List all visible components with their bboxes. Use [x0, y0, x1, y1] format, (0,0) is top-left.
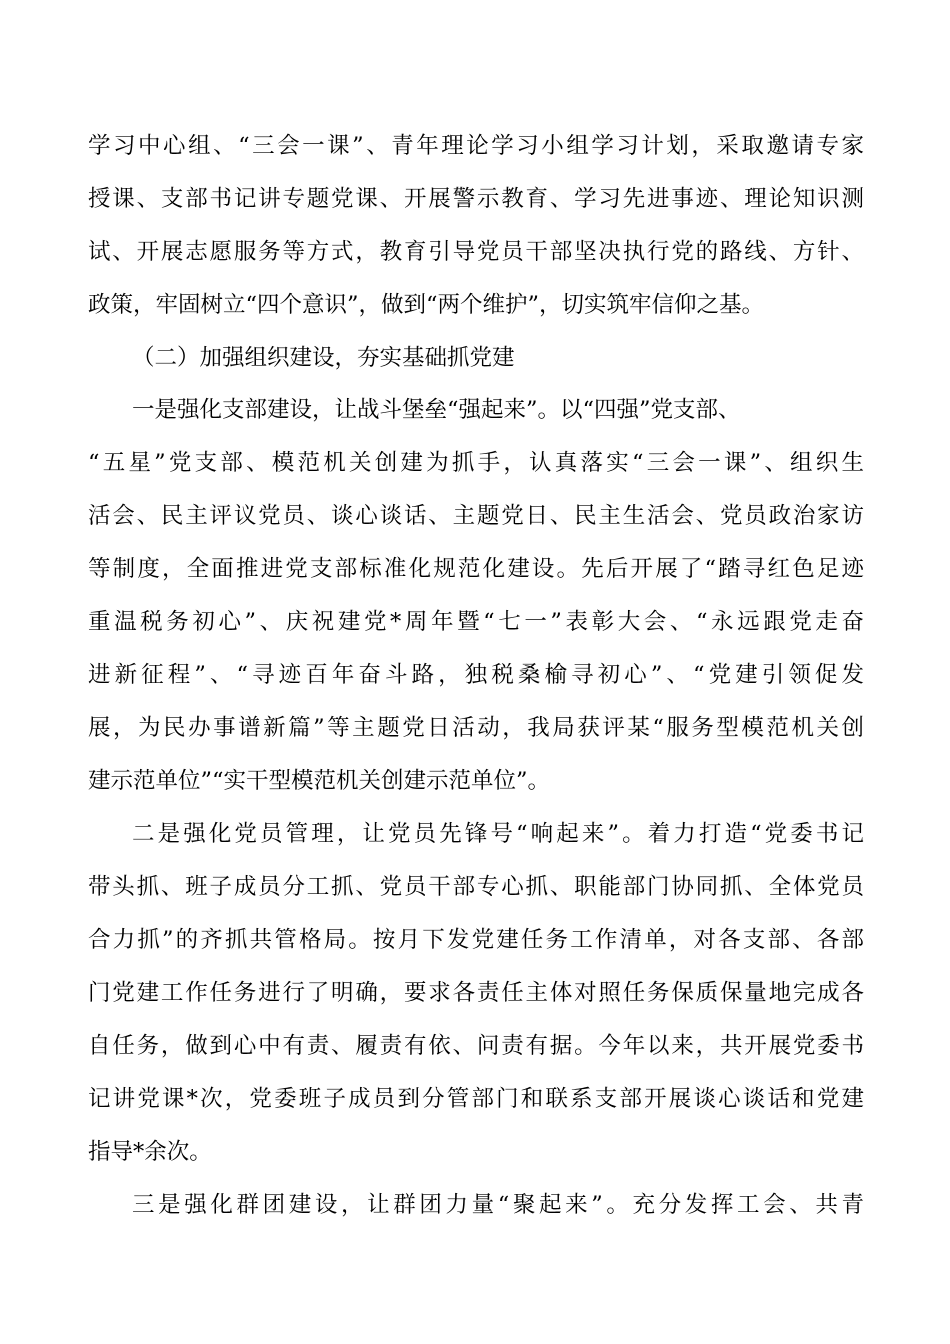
paragraph-3-line-1: 二是强化党员管理，让党员先锋号“响起来”。着力打造“党委书记 — [132, 821, 864, 847]
paragraph-2-line-1: 一是强化支部建设，让战斗堡垒“强起来”。以“四强”党支部、 — [132, 397, 741, 423]
paragraph-1-line-1: 学习中心组、“三会一课”、青年理论学习小组学习计划，采取邀请专家 — [88, 133, 864, 159]
paragraph-2-line-3: 活会、民主评议党员、谈心谈话、主题党日、民主生活会、党员政治家访 — [88, 503, 864, 529]
paragraph-3-line-7: 指导*余次。 — [88, 1139, 212, 1165]
paragraph-3-line-6: 记讲党课*次，党委班子成员到分管部门和联系支部开展谈心谈话和党建 — [88, 1086, 864, 1112]
paragraph-2-line-5: 重温税务初心”、庆祝建党*周年暨“七一”表彰大会、“永远跟党走奋 — [88, 609, 864, 635]
paragraph-1-line-4: 政策，牢固树立“四个意识”，做到“两个维护”，切实筑牢信仰之基。 — [88, 292, 765, 318]
paragraph-4-line-1: 三是强化群团建设，让群团力量“聚起来”。充分发挥工会、共青 — [132, 1192, 864, 1218]
paragraph-2-line-6: 进新征程”、“寻迹百年奋斗路，独税桑榆寻初心”、“党建引领促发 — [88, 662, 864, 688]
paragraph-3-line-4: 门党建工作任务进行了明确，要求各责任主体对照任务保质保量地完成各 — [88, 980, 864, 1006]
paragraph-2-line-2: “五星”党支部、模范机关创建为抓手，认真落实“三会一课”、组织生 — [88, 450, 864, 476]
paragraph-1-line-2: 授课、支部书记讲专题党课、开展警示教育、学习先进事迹、理论知识测 — [88, 186, 864, 212]
paragraph-2-line-4: 等制度，全面推进党支部标准化规范化建设。先后开展了“踏寻红色足迹 — [88, 556, 864, 582]
paragraph-3-line-5: 自任务，做到心中有责、履责有依、问责有据。今年以来，共开展党委书 — [88, 1033, 864, 1059]
paragraph-2-line-7: 展，为民办事谱新篇”等主题党日活动，我局获评某“服务型模范机关创 — [88, 715, 864, 741]
paragraph-3-line-3: 合力抓”的齐抓共管格局。按月下发党建任务工作清单，对各支部、各部 — [88, 927, 864, 953]
section-heading: （二）加强组织建设，夯实基础抓党建 — [132, 345, 515, 371]
paragraph-1-line-3: 试、开展志愿服务等方式，教育引导党员干部坚决执行党的路线、方针、 — [88, 239, 864, 265]
paragraph-3-line-2: 带头抓、班子成员分工抓、党员干部专心抓、职能部门协同抓、全体党员 — [88, 874, 864, 900]
paragraph-2-line-8: 建示范单位”“实干型模范机关创建示范单位”。 — [88, 768, 551, 794]
